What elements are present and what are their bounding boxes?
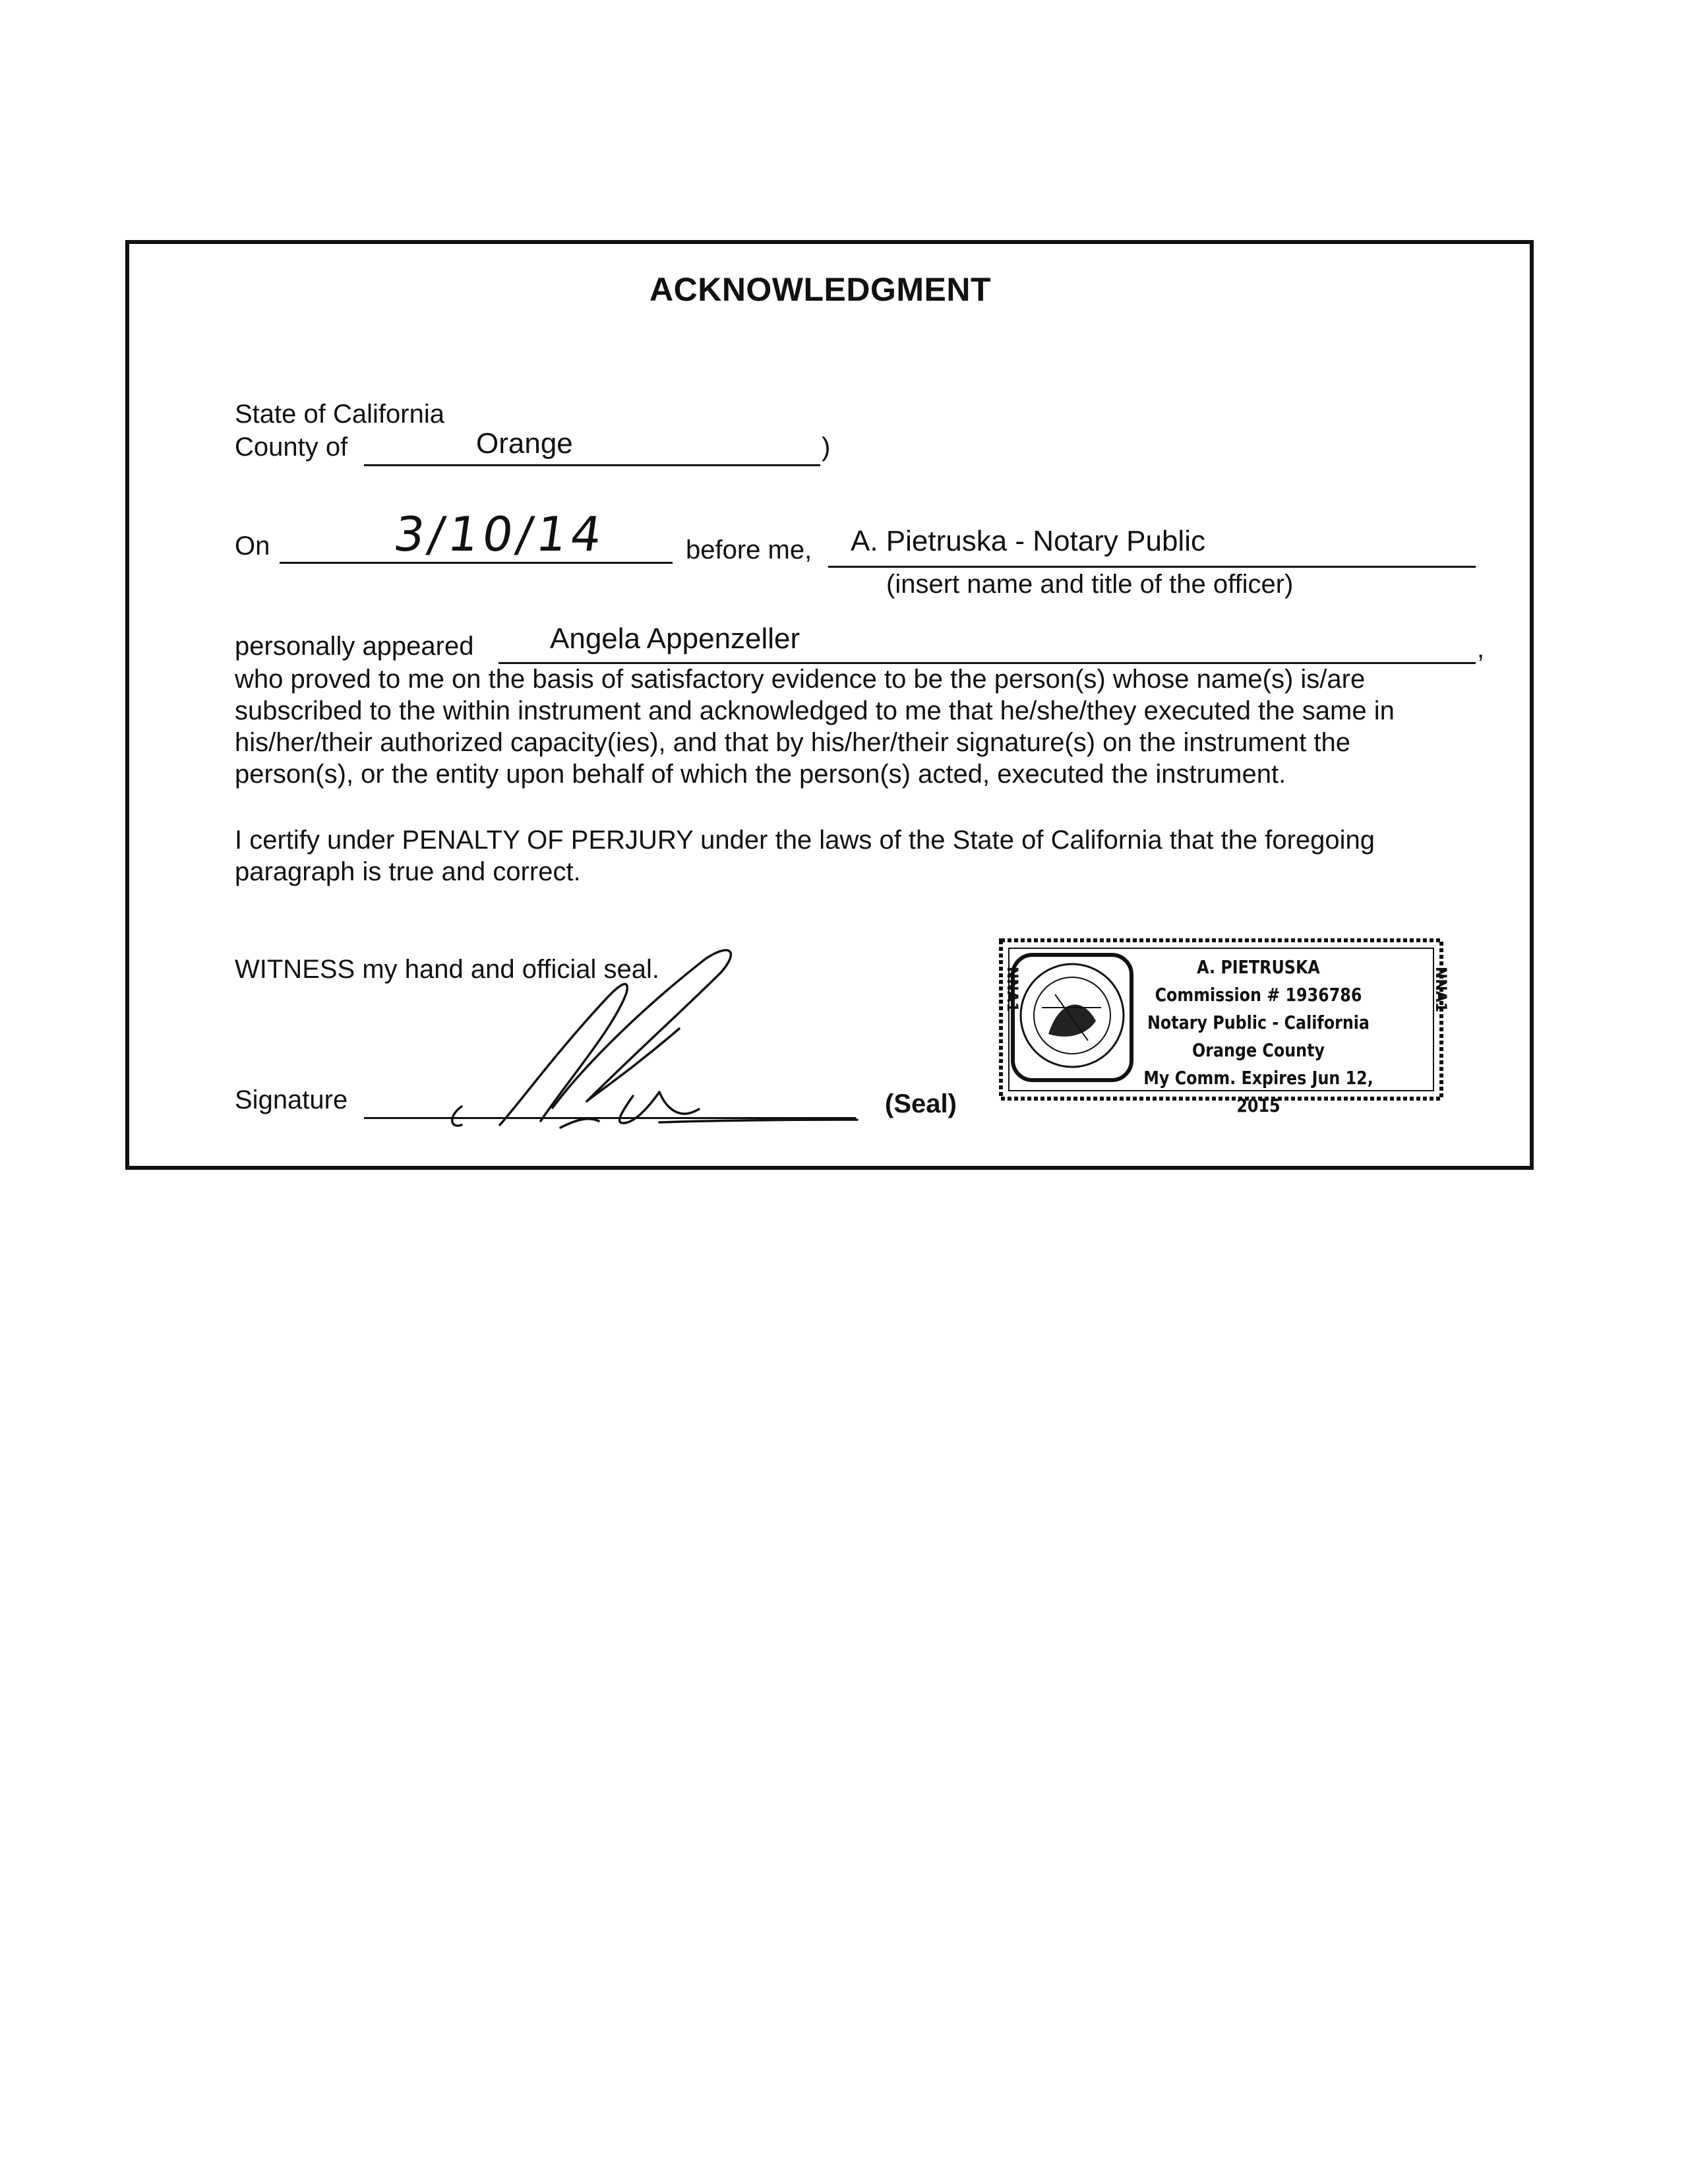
appeared-comma: , <box>1477 634 1485 663</box>
body-line: subscribed to the within instrument and acknowledged to me that he/she/they executed the same in <box>235 696 1395 725</box>
stamp-county: Orange County <box>1191 1039 1325 1061</box>
appeared-label: personally appeared <box>235 632 474 661</box>
county-value: Orange <box>476 427 573 460</box>
before-me-label: before me, <box>686 535 812 564</box>
handwritten-date: 3/10/14 <box>390 506 609 562</box>
on-label: On <box>235 531 270 561</box>
stamp-notary-name: A. PIETRUSKA <box>1197 956 1320 978</box>
signature-label: Signature <box>235 1085 348 1114</box>
officer-underline <box>828 566 1476 568</box>
stamp-notary-state: Notary Public - California <box>1147 1012 1370 1033</box>
handwritten-signature <box>422 943 870 1147</box>
stamp-text-block <box>1141 954 1376 1120</box>
form-title: ACKNOWLEDGMENT <box>649 271 992 308</box>
notary-stamp <box>996 935 1449 1116</box>
officer-caption: (insert name and title of the officer) <box>886 570 1294 599</box>
body-line: who proved to me on the basis of satisfactory evidence to be the person(s) whose name(s) is/are <box>235 665 1366 694</box>
seal-label: (Seal) <box>885 1089 957 1118</box>
stamp-side-right: NNA1 <box>1432 966 1449 1013</box>
officer-name-title: A. Pietruska - Notary Public <box>851 525 1205 557</box>
county-close-paren: ) <box>822 433 831 462</box>
certify-line: paragraph is true and correct. <box>235 857 581 886</box>
certify-line: I certify under PENALTY OF PERJURY under the laws of the State of California that the foregoing <box>235 826 1375 855</box>
date-underline <box>280 562 673 564</box>
stamp-side-left: NNA1 <box>1004 966 1021 1013</box>
body-line: person(s), or the entity upon behalf of which the person(s) acted, executed the instrument. <box>235 760 1286 789</box>
state-line: State of California <box>235 400 444 429</box>
witness-line: WITNESS my hand and official seal. <box>235 955 659 984</box>
appeared-name: Angela Appenzeller <box>550 622 800 655</box>
county-label: County of <box>235 433 348 462</box>
county-underline <box>364 464 820 466</box>
stamp-commission-number: Commission # 1936786 <box>1155 984 1362 1006</box>
stamp-expiration: My Comm. Expires Jun 12, 2015 <box>1143 1067 1373 1116</box>
body-line: his/her/their authorized capacity(ies), and that by his/her/their signature(s) on the instrument the <box>235 728 1350 757</box>
